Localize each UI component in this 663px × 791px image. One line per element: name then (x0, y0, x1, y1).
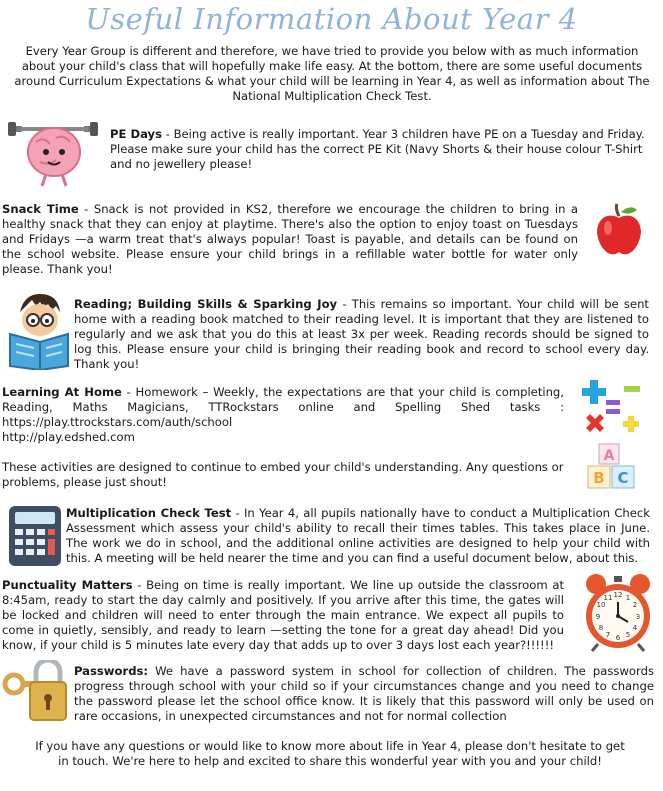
clock-num-7: 7 (605, 631, 611, 639)
brain-dumbbell-icon (6, 112, 106, 188)
reading-section (74, 297, 649, 372)
page-title: Useful Information About Year 4 (85, 2, 578, 36)
mult-section (66, 506, 650, 566)
key-padlock-icon (2, 660, 70, 726)
snack-text: - Snack is not provided in KS2, therefore we encourage the children to bring in a healthy snack that they can enjoy at playtime. There's also the option to enjoy toast on Tuesdays and Fridays —a warm treat that's always popular! Toast is payable, and details can be found on the school website. Please ensure your child brings in a refillable water bottle for water only please. Thank you! (2, 202, 579, 276)
pass-text: We have a password system in school for collection of children. The passwords progress through school with your child so if your circumstances change and you need to change the password please let the school office know. It is likely that this password will only be used on rare occasions, in unexpected circumstances and not for normal collection (74, 664, 654, 723)
clock-num-9: 9 (595, 613, 601, 621)
pe-heading: PE Days (110, 127, 163, 141)
pe-section (110, 127, 656, 172)
mult-text: - In Year 4, all pupils nationally have to conduct a Multiplication Check Assessment which assess your child's ability to recall their times tables. This takes place in June. The work we do in school, and the additional online activities are designed to help your child with this. A meeting will be held nearer the time and you can find a useful document below, about this. (66, 506, 650, 565)
pass-heading: Passwords: (74, 664, 149, 678)
clock-num-8: 8 (598, 624, 604, 632)
snack-heading: Snack Time (2, 202, 79, 216)
edshed-link[interactable]: http://play.edshed.com (2, 430, 135, 444)
clock-num-3: 3 (635, 613, 641, 621)
closing-paragraph: If you have any questions or would like to know more about life in Year 4, please don't hesitate to get in touch. We're here to help and excited to share this wonderful year with you and your child! (35, 739, 625, 768)
clock-num-10: 10 (596, 601, 606, 609)
home-heading: Learning At Home (2, 385, 122, 399)
calculator-icon (8, 505, 62, 567)
clock-num-1: 1 (625, 594, 631, 602)
mult-heading: Multiplication Check Test (66, 506, 232, 520)
punct-text: - Being on time is really important. We line up outside the classroom at 8:45am, ready to start the day calmly and positively. If you arrive after this time, the gates will be locked and children will need to enter through the main entrance. We expect all pupils to come in quietly, sensibly, and ready to learn —setting the tone for a great day ahead! Did you know, if your child is 5 minutes late every day that adds up to over 3 days lost each year?!!!!!! (2, 578, 564, 652)
block-b-letter: B (593, 469, 605, 487)
block-a-letter: A (603, 448, 615, 464)
home-followup: These activities are designed to continue to embed your child's understanding. Any questions or problems, please just shout! (2, 460, 564, 489)
clock-num-5: 5 (625, 631, 631, 639)
math-symbols-icon (582, 378, 644, 434)
reading-text: - This remains so important. Your child will be sent home with a reading book matched to their reading level. It is important that they are listened to regularly and we ask that you do this at least 3x per week. Reading records should be signed to log this. Please ensure your child is bringing their reading book and record to school every day. Thank you! (74, 297, 649, 371)
home-text: - Homework – Weekly, the expectations are that your child is completing, Reading, Maths Magicians, TTRockstars online and Spelling Shed tasks : https://play.ttrockstars.com/auth/school (2, 385, 564, 429)
pe-text: - Being active is really important. Year 3 children have PE on a Tuesday and Friday. Please make sure your child has the correct PE Kit (Navy Shorts & their house colour T-Shirt and no jewellery please! (110, 127, 645, 171)
home-section (2, 385, 564, 430)
clock-num-2: 2 (632, 601, 638, 609)
clock-num-12: 12 (613, 591, 623, 599)
punct-section (2, 578, 564, 653)
abc-blocks-icon (586, 442, 638, 492)
apple-icon (594, 202, 644, 258)
intro-paragraph: Every Year Group is different and therefore, we have tried to provide you below with as much information about your child's class that will hopefully make life easy. At the bottom, there are some useful documents around Curriculum Expectations & what your child will be learning in Year 4, as well as information about The National Multiplication Check Test. (14, 44, 650, 103)
block-c-letter: C (617, 469, 629, 487)
alarm-clock-icon (582, 572, 654, 652)
clock-num-11: 11 (603, 594, 613, 602)
reading-heading: Reading; Building Skills & Sparking Joy (74, 297, 338, 311)
reading-boy-icon (6, 290, 72, 370)
punct-heading: Punctuality Matters (2, 578, 133, 592)
snack-section (2, 202, 578, 277)
pass-section (74, 664, 654, 724)
clock-num-4: 4 (632, 624, 638, 632)
clock-num-6: 6 (615, 634, 621, 642)
